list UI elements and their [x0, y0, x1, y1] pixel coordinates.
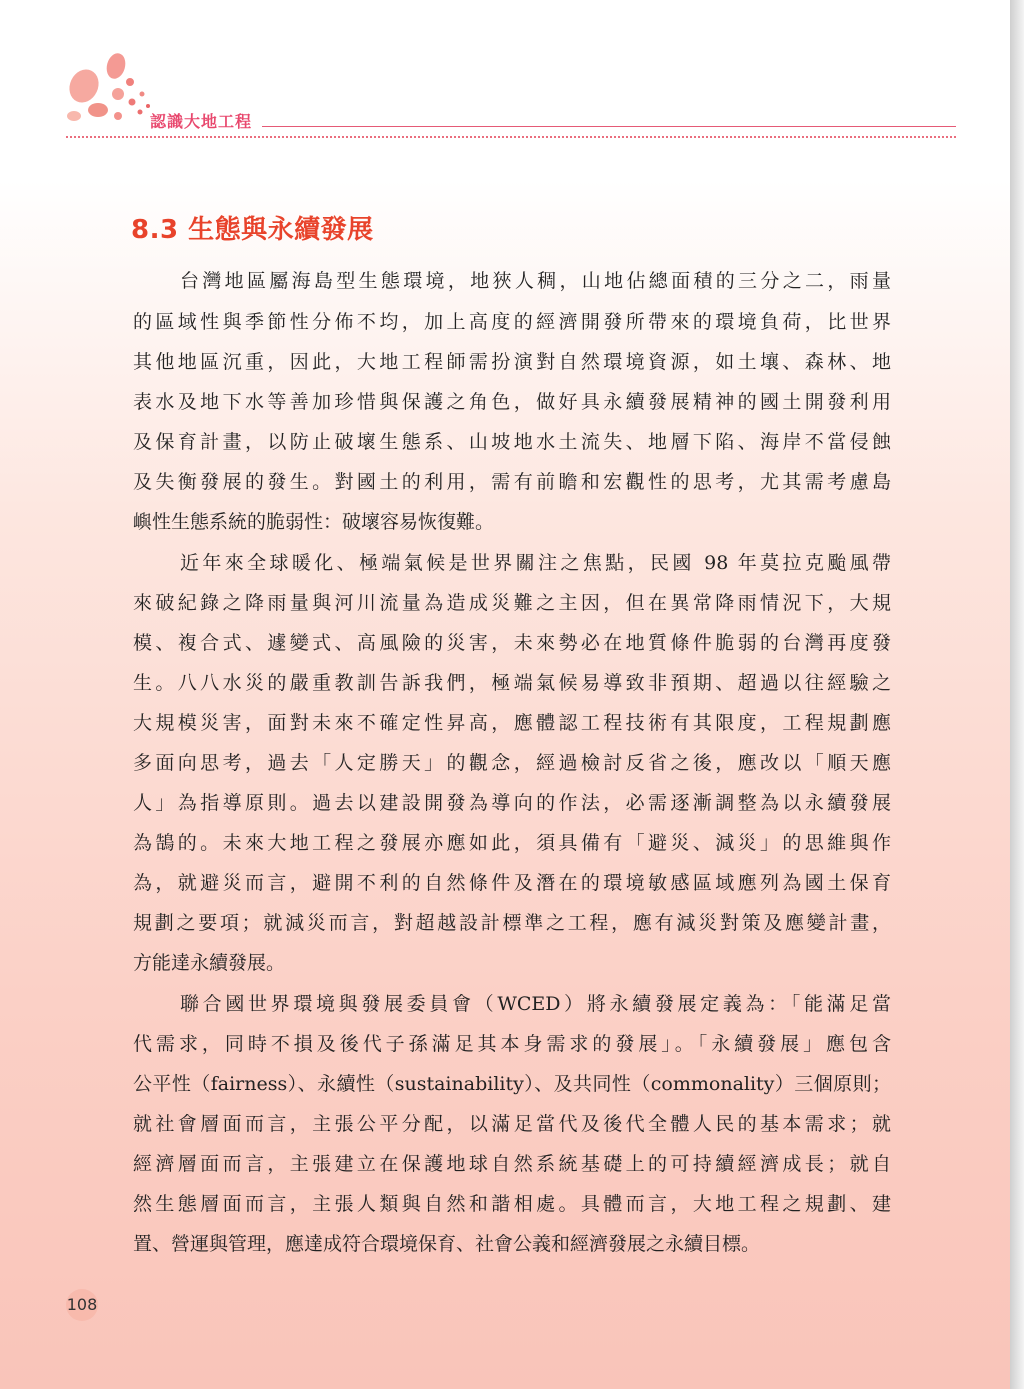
paragraph-3-line-1: 聯合國世界環境與發展委員會（WCED）將永續發展定義為：「能滿足當	[180, 993, 891, 1015]
paragraph-1-line-5: 及保育計畫，以防止破壞生態系、山坡地水土流失、地層下陷、海岸不當侵蝕	[133, 431, 891, 453]
paragraph-2-line-8: 為鵠的。未來大地工程之發展亦應如此，須具備有「避災、減災」的思維與作	[133, 832, 891, 854]
paragraph-2-line-9: 為，就避災而言，避開不利的自然條件及潛在的環境敏感區域應列為國土保育	[133, 872, 891, 894]
paragraph-3-line-6: 然生態層面而言，主張人類與自然和諧相處。具體而言，大地工程之規劃、建	[133, 1193, 891, 1215]
paragraph-1-line-1: 台灣地區屬海島型生態環境，地狹人稠，山地佔總面積的三分之二，雨量	[180, 270, 891, 292]
paragraph-2-line-3: 模、複合式、遽變式、高風險的災害，未來勢必在地質條件脆弱的台灣再度發	[133, 632, 891, 654]
header-title: 認識大地工程	[150, 112, 253, 131]
paragraph-3-line-7: 置、營運與管理，應達成符合環境保育、社會公義和經濟發展之永續目標。	[133, 1233, 761, 1255]
paragraph-1-line-4: 表水及地下水等善加珍惜與保護之角色，做好具永續發展精神的國土開發利用	[133, 391, 891, 413]
paragraph-1-line-2: 的區域性與季節性分佈不均，加上高度的經濟開發所帶來的環境負荷，比世界	[133, 311, 891, 333]
paragraph-2-line-11: 方能達永續發展。	[133, 952, 286, 974]
section-title: 8.3 生態與永續發展	[131, 215, 374, 245]
paragraph-2-line-6: 多面向思考，過去「人定勝天」的觀念，經過檢討反省之後，應改以「順天應	[133, 752, 891, 774]
page-edge-shadow	[1010, 0, 1024, 1389]
paragraph-3-line-5: 經濟層面而言，主張建立在保護地球自然系統基礎上的可持續經濟成長；就自	[133, 1153, 891, 1175]
paragraph-2-line-10: 規劃之要項；就減災而言，對超越設計標準之工程，應有減災對策及應變計畫，	[133, 912, 891, 934]
paragraph-3-line-4: 就社會層面而言，主張公平分配，以滿足當代及後代全體人民的基本需求；就	[133, 1113, 891, 1135]
paragraph-2-line-5: 大規模災害，面對未來不確定性昇高，應體認工程技術有其限度，工程規劃應	[133, 712, 891, 734]
paragraph-1-line-6: 及失衡發展的發生。對國土的利用，需有前瞻和宏觀性的思考，尤其需考慮島	[133, 471, 891, 493]
paragraph-2-line-7: 人」為指導原則。過去以建設開發為導向的作法，必需逐漸調整為以永續發展	[133, 792, 891, 814]
paragraph-3-line-3: 公平性（fairness）、永續性（sustainability）、及共同性（commonality）三個原則；	[133, 1073, 891, 1095]
paragraph-1-line-7: 嶼性生態系統的脆弱性：破壞容易恢復難。	[133, 511, 495, 533]
paragraph-2-line-2: 來破紀錄之降雨量與河川流量為造成災難之主因，但在異常降雨情況下，大規	[133, 592, 891, 614]
paragraph-1-line-3: 其他地區沉重，因此，大地工程師需扮演對自然環境資源，如土壤、森林、地	[133, 351, 891, 373]
paragraph-3-line-2: 代需求，同時不損及後代子孫滿足其本身需求的發展」。「永續發展」應包含	[133, 1033, 891, 1055]
page-number: 108	[66, 1295, 98, 1314]
paragraph-2-line-1: 近年來全球暖化、極端氣候是世界關注之焦點，民國 98 年莫拉克颱風帶	[180, 552, 891, 574]
paragraph-2-line-4: 生。八八水災的嚴重教訓告訴我們，極端氣候易導致非預期、超過以往經驗之	[133, 672, 891, 694]
